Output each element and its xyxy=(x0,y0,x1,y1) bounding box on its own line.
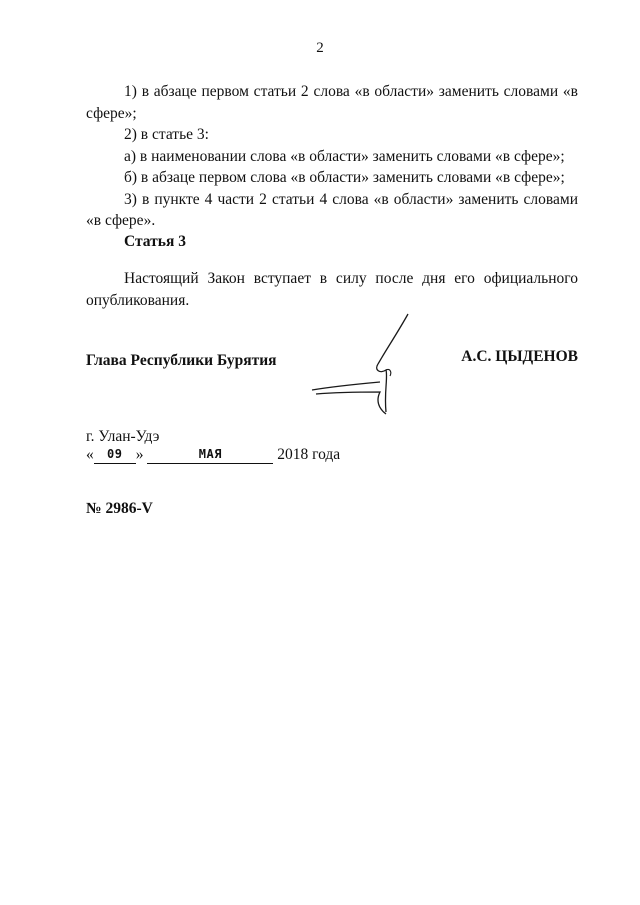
date-line xyxy=(86,445,340,464)
date-day: 09 xyxy=(107,447,123,461)
amendment-item: 1) в абзаце первом статьи 2 слова «в области» заменить словами «в сфере»; xyxy=(86,83,578,122)
article-text-block xyxy=(86,268,578,311)
date-day-field xyxy=(94,445,136,464)
date-month: МАЯ xyxy=(198,447,222,461)
page-number: 2 xyxy=(316,40,324,56)
handwritten-signature xyxy=(306,308,426,424)
article-heading: Статья 3 xyxy=(124,233,186,250)
date-month-field xyxy=(147,445,273,464)
date-close-quote: » xyxy=(135,446,144,463)
amendment-item: б) в абзаце первом слова «в области» заменить словами «в сфере»; xyxy=(124,169,565,186)
amendment-item: 3) в пункте 4 части 2 статьи 4 слова «в области» заменить словами «в сфере». xyxy=(86,190,578,229)
signatory-title: Глава Республики Бурятия xyxy=(86,352,277,369)
amendments-list xyxy=(86,81,578,232)
article-text: Настоящий Закон вступает в силу после дня его официального опубликования. xyxy=(86,270,578,309)
amendment-item: а) в наименовании слова «в области» заменить словами «в сфере»; xyxy=(124,147,565,165)
date-year: 2018 года xyxy=(277,446,341,463)
amendment-item: 2) в статье 3: xyxy=(124,126,209,143)
place-of-signing: г. Улан-Удэ xyxy=(86,428,160,445)
signatory-name: А.С. ЦЫДЕНОВ xyxy=(461,348,578,365)
document-number: № 2986-V xyxy=(86,500,153,517)
date-open-quote: « xyxy=(86,446,94,463)
